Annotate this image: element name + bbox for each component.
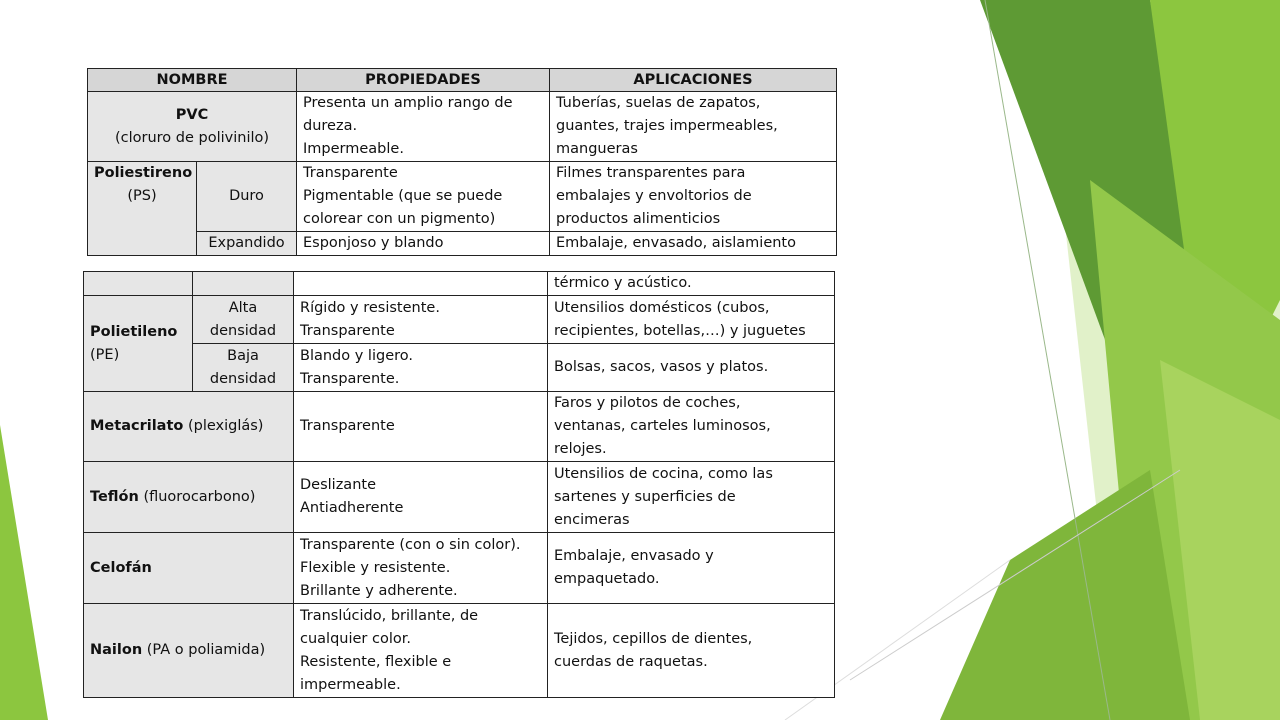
nylon-alias: (PA o poliamida): [142, 642, 266, 658]
table-row-methacrylate: [84, 392, 835, 462]
plastics-table-top: [87, 68, 837, 256]
methacrylate-name-cell: [84, 392, 294, 462]
table-row-teflon: [84, 462, 835, 533]
pvc-subname: (cloruro de polivinilo): [114, 129, 270, 146]
teflon-alias: (fluorocarbono): [138, 488, 256, 505]
nylon-name: Nailon: [90, 642, 143, 658]
table-row-polystyrene-hard: [88, 162, 837, 232]
teflon-name: Teflón: [90, 488, 139, 505]
pvc-name: PVC: [175, 106, 209, 123]
polystyrene-name-cell: [88, 162, 197, 256]
polystyrene-name: Poliestireno: [94, 165, 193, 181]
cellophane-name: Celofán: [90, 559, 152, 576]
pvc-name-cell: [88, 92, 297, 162]
table-row-nylon: [84, 604, 835, 698]
polystyrene-expanded-applications: Embalaje, envasado, aislamiento: [550, 232, 837, 256]
continuation-sub-cell: [193, 272, 294, 296]
continuation-applications: térmico y acústico.: [548, 272, 835, 296]
methacrylate-alias: (plexiglás): [183, 418, 264, 434]
cellophane-name-cell: [84, 533, 294, 604]
nylon-properties: Translúcido, brillante, de cualquier color. Resistente, flexible e impermeable.: [294, 604, 548, 698]
header-name: NOMBRE: [88, 69, 297, 92]
header-applications: APLICACIONES: [550, 69, 837, 92]
polystyrene-hard-label: Duro: [197, 162, 297, 232]
header-properties: PROPIEDADES: [297, 69, 550, 92]
methacrylate-applications: Faros y pilotos de coches, ventanas, carteles luminosos, relojes.: [548, 392, 835, 462]
polystyrene-abbr: (PS): [127, 188, 157, 204]
pvc-applications: Tuberías, suelas de zapatos, guantes, trajes impermeables, mangueras: [550, 92, 837, 162]
continuation-properties-cell: [294, 272, 548, 296]
table-row-polystyrene-expanded: [88, 232, 837, 256]
polyethylene-high-applications: Utensilios domésticos (cubos, recipientes, botellas,…) y juguetes: [548, 296, 835, 344]
teflon-name-cell: [84, 462, 294, 533]
teflon-applications: Utensilios de cocina, como las sartenes y superficies de encimeras: [548, 462, 835, 533]
continuation-name-cell: [84, 272, 193, 296]
polyethylene-low-applications: Bolsas, sacos, vasos y platos.: [548, 344, 835, 392]
cellophane-applications: Embalaje, envasado y empaquetado.: [548, 533, 835, 604]
polystyrene-expanded-properties: Esponjoso y blando: [297, 232, 550, 256]
polyethylene-high-label: Alta densidad: [193, 296, 294, 344]
table-row-cellophane: [84, 533, 835, 604]
polystyrene-expanded-label: Expandido: [197, 232, 297, 256]
table-row-pvc: [88, 92, 837, 162]
table-row-polyethylene-high: [84, 296, 835, 344]
polyethylene-low-label: Baja densidad: [193, 344, 294, 392]
polystyrene-hard-applications: Filmes transparentes para embalajes y envoltorios de productos alimenticios: [550, 162, 837, 232]
nylon-applications: Tejidos, cepillos de dientes, cuerdas de raquetas.: [548, 604, 835, 698]
polyethylene-high-properties: Rígido y resistente. Transparente: [294, 296, 548, 344]
table-row-polyethylene-low: [84, 344, 835, 392]
cellophane-properties: Transparente (con o sin color). Flexible y resistente. Brillante y adherente.: [294, 533, 548, 604]
nylon-name-cell: [84, 604, 294, 698]
table-header-row: [88, 69, 837, 92]
plastics-table-bottom: [83, 271, 835, 698]
polyethylene-name-cell: [84, 296, 193, 392]
polyethylene-name: Polietileno: [90, 323, 178, 340]
pvc-properties: Presenta un amplio rango de dureza. Impermeable.: [297, 92, 550, 162]
polystyrene-hard-properties: Transparente Pigmentable (que se puede colorear con un pigmento): [297, 162, 550, 232]
polyethylene-low-properties: Blando y ligero. Transparente.: [294, 344, 548, 392]
table-row-continuation: [84, 272, 835, 296]
polyethylene-abbr: (PE): [90, 346, 120, 363]
methacrylate-name: Metacrilato: [90, 418, 184, 434]
teflon-properties: Deslizante Antiadherente: [294, 462, 548, 533]
methacrylate-properties: Transparente: [294, 392, 548, 462]
